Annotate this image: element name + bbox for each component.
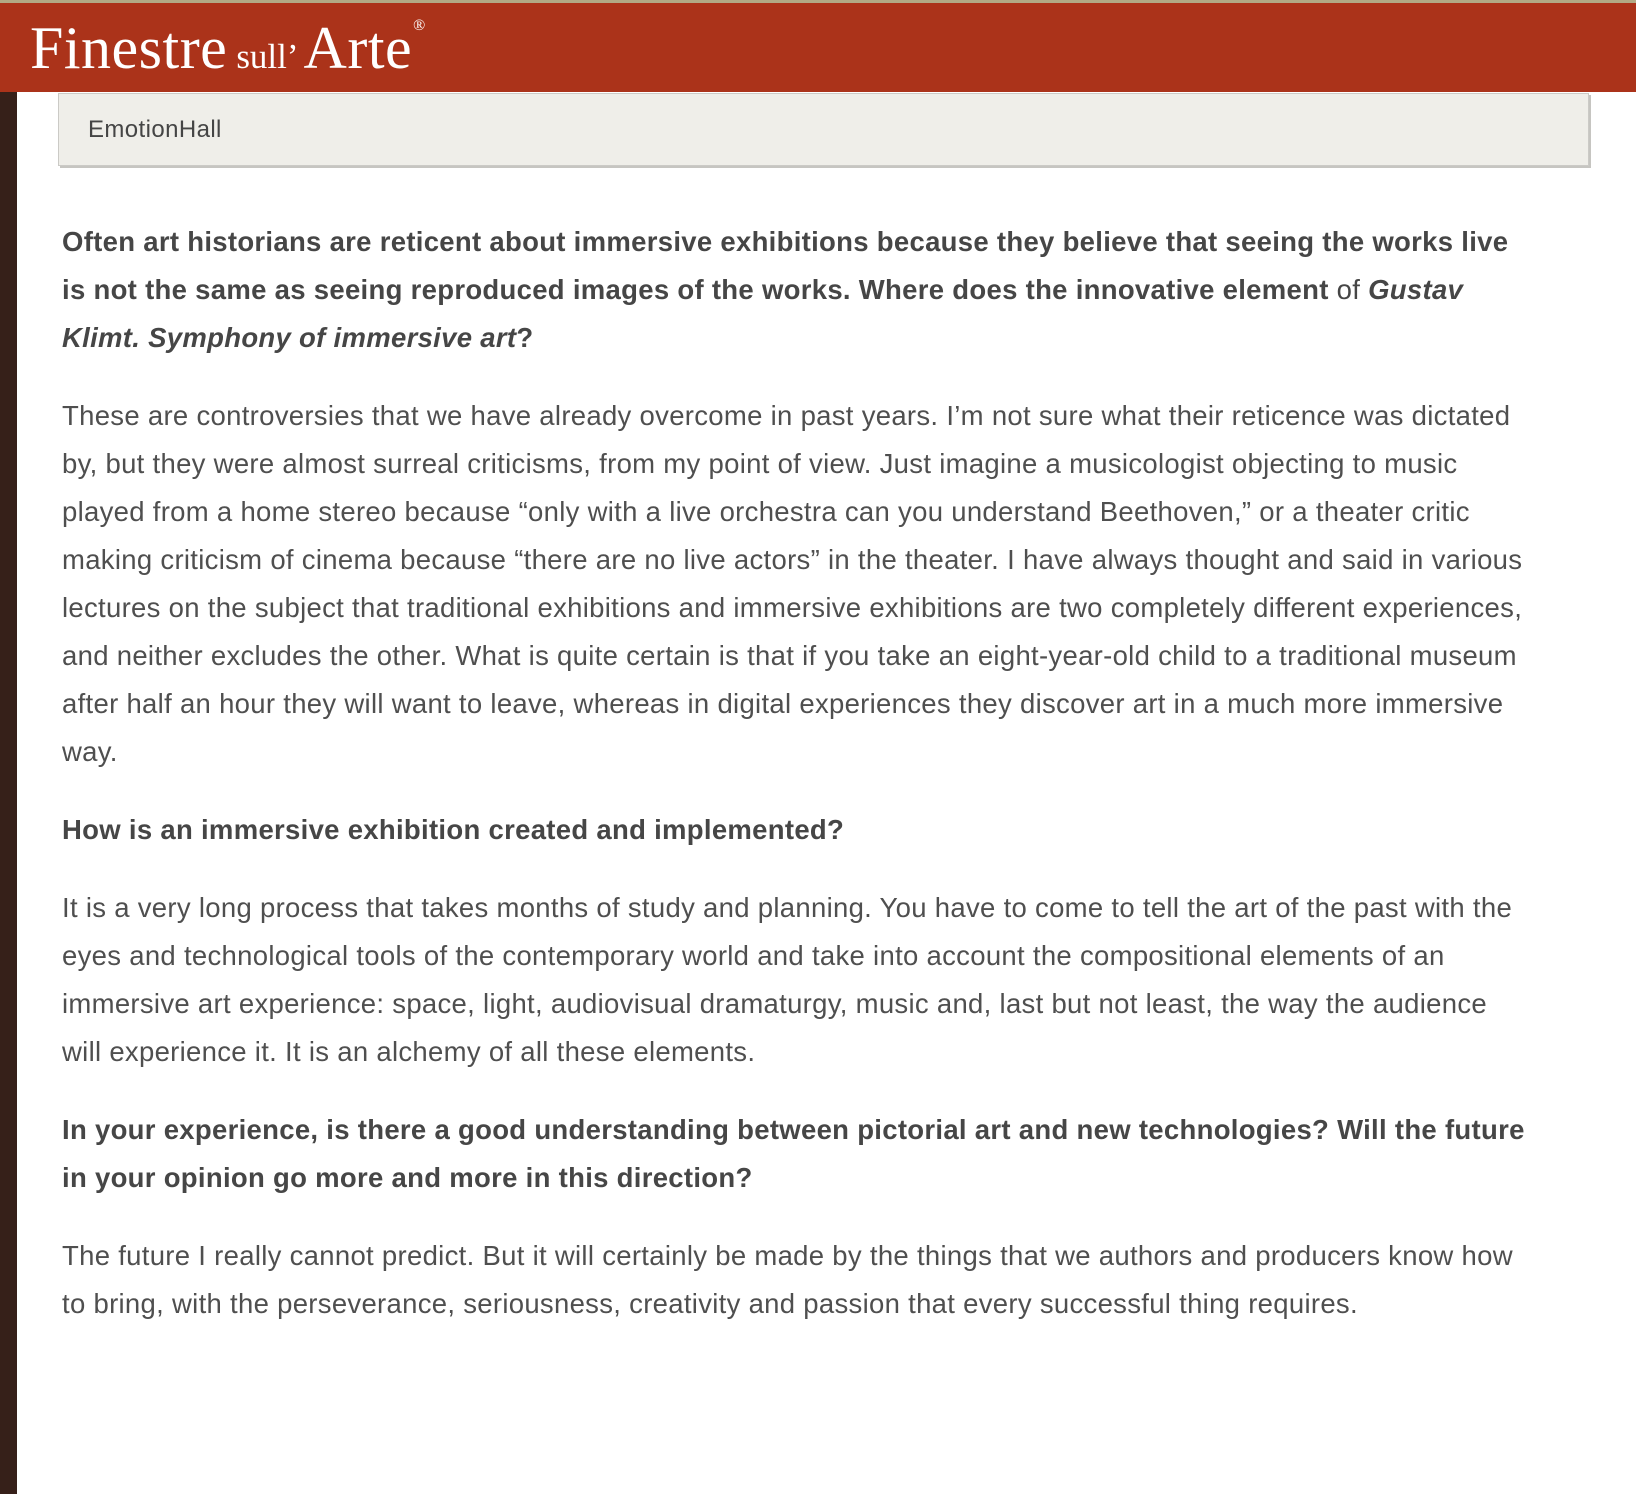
logo-word-arte: Arte	[303, 14, 413, 81]
interview-question-3: In your experience, is there a good understanding between pictorial art and new technologies? Will the future in your opinion go more and more in this direction?	[62, 1114, 1525, 1193]
image-caption-bar	[58, 93, 1589, 166]
site-logo[interactable]	[30, 14, 426, 81]
left-edge-strip	[0, 92, 17, 1494]
interview-answer-2: It is a very long process that takes months of study and planning. You have to come to tell the art of the past with the eyes and technological tools of the contemporary world and take into account the compositional elements of an immersive art experience: space, light, audiovisual dramaturgy, music and, last but not least, the way the audience will experience it. It is an alchemy of all these elements.	[62, 892, 1513, 1067]
question-1-connector: of	[1328, 274, 1369, 305]
site-header	[0, 3, 1636, 92]
question-1-question-mark: ?	[516, 322, 534, 353]
registered-trademark-icon: ®	[413, 16, 426, 34]
interview-answer-1: These are controversies that we have already overcome in past years. I’m not sure what their reticence was dictated by, but they were almost surreal criticisms, from my point of view. Just imagine a musicologist objecting to music played from a home stereo because “only with a live orchestra can you understand Beethoven,” or a theater critic making criticism of cinema because “there are no live actors” in the theater. I have always thought and said in various lectures on the subject that traditional exhibitions and immersive exhibitions are two completely different experiences, and neither excludes the other. What is quite certain is that if you take an eight-year-old child to a traditional museum after half an hour they will want to leave, whereas in digital experiences they discover art in a much more immersive way.	[62, 400, 1523, 767]
interview-answer-3: The future I really cannot predict. But it will certainly be made by the things that we authors and producers know how to bring, with the perseverance, seriousness, creativity and passion that every successful thing requires.	[62, 1240, 1513, 1319]
question-1-bold-text: Often art historians are reticent about immersive exhibitions because they believe that seeing the works live is not the same as seeing reproduced images of the works. Where does the innovative element	[62, 226, 1509, 305]
caption-label: EmotionHall	[88, 115, 222, 143]
interview-question-2: How is an immersive exhibition created and implemented?	[62, 814, 845, 845]
article-body	[62, 218, 1532, 1328]
logo-word-finestre: Finestre	[30, 14, 228, 81]
logo-word-sull: sull’	[236, 36, 299, 76]
interview-question-1	[62, 218, 1532, 362]
question-1-exhibition-title: Gustav Klimt. Symphony of immersive art	[62, 274, 1464, 353]
